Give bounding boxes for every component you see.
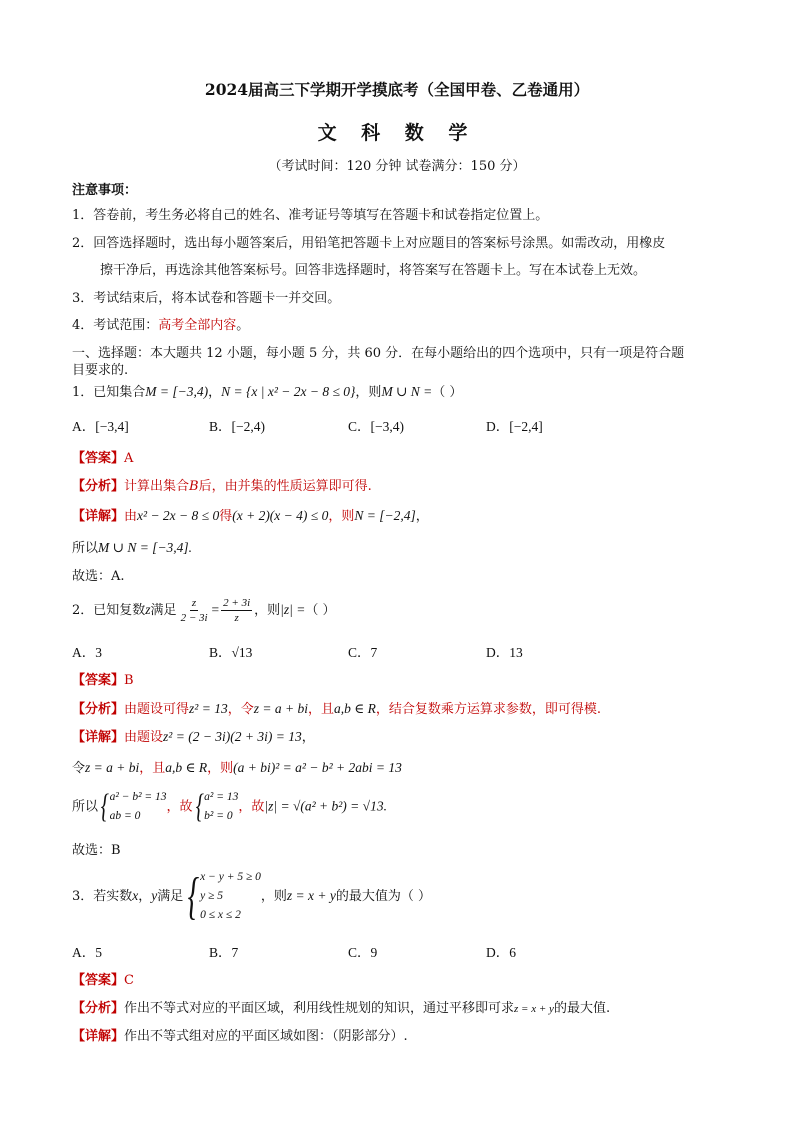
q1-answer-value: A — [124, 451, 134, 466]
q3-detail-text: 作出不等式组对应的平面区域如图：（阴影部分）. — [124, 1029, 408, 1044]
q1-detail-ineq: x² − 2x − 8 ≤ 0 — [137, 508, 220, 523]
q1-detail-line2 — [72, 539, 192, 558]
q3-x: x — [132, 888, 139, 903]
q3-option-a: A．5 — [72, 945, 102, 960]
q2-analysis-b: ，令 — [227, 702, 254, 717]
q2-detail — [72, 728, 315, 747]
q2-sys2-line1: a² = 13 — [204, 791, 239, 803]
q2-analysis-a: 由题设可得 — [124, 702, 190, 717]
q2-line2-e1: z = a + bi — [85, 760, 140, 775]
q2-system-1-lines — [110, 788, 167, 826]
note-4-suffix: 。 — [236, 318, 250, 333]
q3-option-b: B．7 — [209, 945, 239, 960]
left-brace-icon: { — [187, 867, 200, 925]
detail-tag: 【详解】 — [72, 509, 125, 524]
answer-tag: 【答案】 — [72, 973, 125, 988]
q3-constraint-3: 0 ≤ x ≤ 2 — [200, 909, 241, 921]
q3-option-d: D．6 — [486, 945, 516, 960]
q2-sys2-line2: b² = 0 — [204, 810, 233, 822]
q2-detail-line3 — [72, 788, 387, 826]
q2-option-c: C．7 — [348, 645, 378, 660]
q2-analysis-e3: a,b ∈ R — [333, 701, 376, 716]
section-heading-continued: 目要求的. — [72, 363, 129, 378]
q1-line2-a: 所以 — [72, 541, 99, 556]
q3-constraint-2: y ≥ 5 — [200, 890, 224, 902]
q2-analysis-e1: z² = 13 — [189, 701, 228, 716]
q1-detail-a: 由 — [124, 509, 138, 524]
q1-analysis — [72, 478, 372, 496]
q1-final: 故选：A. — [72, 569, 125, 584]
q2-stem-intro: 2．已知复数 — [72, 603, 146, 618]
q3-analysis-b: 的最大值. — [553, 1001, 611, 1016]
q1-line2-expr: M ∪ N = [−3,4]. — [98, 540, 193, 555]
q2-fraction-right — [221, 596, 252, 625]
q2-z: z — [145, 602, 151, 617]
note-4 — [72, 317, 249, 335]
section-heading: 一、选择题：本大题共 12 小题，每小题 5 分，共 60 分．在每小题给出的四个选项中，只有一项是符合题 — [72, 346, 685, 361]
answer-tag: 【答案】 — [72, 451, 125, 466]
detail-tag: 【详解】 — [72, 730, 125, 745]
analysis-tag: 【分析】 — [72, 702, 125, 717]
analysis-tag: 【分析】 — [72, 479, 125, 494]
q1-answer — [72, 450, 133, 468]
q3-analysis-objective: z = x + y — [514, 1003, 554, 1015]
q2-frac1-num: z — [191, 597, 197, 609]
q2-analysis — [72, 700, 601, 719]
q2-system-2-lines — [204, 788, 238, 826]
left-brace-icon: { — [100, 788, 109, 825]
q1-set-n: N = {x | x² − 2x − 8 ≤ 0} — [221, 384, 356, 399]
q2-fraction-left — [179, 596, 210, 625]
note-2: 2．回答选择题时，选出每小题答案后，用铅笔把答题卡上对应题目的答案标号涂黑。如需改动，用橡皮 — [72, 236, 666, 251]
q3-stem-intro: 3．若实数 — [72, 889, 133, 904]
q3-stem-then: ，则 — [260, 889, 287, 904]
q2-sys1-line1: a² − b² = 13 — [109, 791, 167, 803]
q1-answer-blank: （ ） — [432, 385, 463, 400]
detail-tag: 【详解】 — [72, 1029, 125, 1044]
q3-answer-value: C — [124, 973, 134, 988]
note-2-continued: 擦干净后，再选涂其他答案标号。回答非选择题时，将答案写在答题卡上。写在本试卷上无效。 — [100, 263, 647, 278]
q2-line2-c: ，则 — [207, 761, 234, 776]
q1-analysis-a: 计算出集合 — [124, 479, 190, 494]
q2-answer — [72, 672, 134, 690]
q2-line3-c: ，故 — [238, 799, 265, 815]
q3-detail — [72, 1028, 408, 1046]
q2-line3-expr: |z| = √(a² + b²) = √13. — [264, 798, 387, 814]
q2-frac2-num: 2 + 3i — [223, 597, 251, 609]
q2-final: 故选：B — [72, 843, 121, 858]
exam-range: 高考全部内容 — [158, 318, 237, 333]
q2-system-1 — [98, 788, 167, 826]
q2-option-a: A．3 — [72, 645, 102, 660]
q1-option-c: C．[−3,4) — [348, 419, 404, 434]
q2-detail-e1: z² = (2 − 3i)(2 + 3i) = 13 — [163, 729, 302, 744]
q1-option-b: B．[−2,4) — [209, 419, 265, 434]
q2-abs: |z| = — [280, 602, 306, 617]
note-1: 1．答卷前，考生务必将自己的姓名、准考证号等填写在答题卡和试卷指定位置上。 — [72, 208, 549, 223]
q2-frac1-den: 2 − 3i — [180, 612, 208, 624]
q2-option-d: D．13 — [486, 645, 523, 660]
notes-heading: 注意事项： — [72, 183, 138, 198]
q2-sys1-line2: ab = 0 — [109, 810, 141, 822]
q2-line2-a: 令 — [72, 761, 86, 776]
q1-detail-b: 得 — [219, 509, 233, 524]
q3-stem-sep: ， — [138, 889, 152, 904]
q1-stem — [72, 383, 462, 402]
q3-stem — [72, 868, 431, 925]
q2-detail-a: 由题设 — [124, 730, 164, 745]
q1-stem-then: ，则 — [355, 385, 382, 400]
q3-analysis-a: 作出不等式对应的平面区域，利用线性规划的知识，通过平移即可求 — [124, 1001, 515, 1016]
q2-line3-a: 所以 — [72, 799, 99, 815]
answer-tag: 【答案】 — [72, 673, 125, 688]
q2-answer-value: B — [124, 673, 134, 688]
left-brace-icon: { — [195, 788, 204, 825]
q3-analysis — [72, 1000, 610, 1018]
q2-detail-line2 — [72, 759, 402, 778]
q1-detail-n: N = [−2,4] — [354, 508, 416, 523]
q2-line2-e2: a,b ∈ R — [165, 760, 208, 775]
q2-line2-e3: (a + bi)² = a² − b² + 2abi = 13 — [233, 760, 402, 775]
note-3: 3．考试结束后，将本试卷和答题卡一并交回。 — [72, 291, 341, 306]
q1-detail-c: ，则 — [328, 509, 355, 524]
q2-analysis-e2: z = a + bi — [253, 701, 308, 716]
q2-analysis-c: ，且 — [307, 702, 334, 717]
q2-line3-b: ，故 — [166, 799, 193, 815]
q2-analysis-d: ，结合复数乘方运算求参数，即可得模. — [375, 702, 601, 717]
q1-option-d: D．[−2,4] — [486, 419, 543, 434]
q3-objective: z = x + y — [286, 888, 336, 903]
q3-constraint-system — [183, 868, 261, 925]
q2-frac2-den: z — [234, 612, 239, 624]
q1-detail-factor: (x + 2)(x − 4) ≤ 0 — [232, 508, 329, 523]
analysis-tag: 【分析】 — [72, 1001, 125, 1016]
note-4-prefix: 4．考试范围： — [72, 318, 159, 333]
q1-analysis-set: B — [189, 479, 199, 494]
q1-analysis-b: 后，由并集的性质运算即可得. — [198, 479, 372, 494]
q3-stem-satisfy: 满足 — [157, 889, 184, 904]
q2-answer-blank: （ ） — [305, 603, 336, 618]
q3-answer — [72, 972, 134, 990]
q2-system-2 — [193, 788, 239, 826]
q2-line2-b: ，且 — [139, 761, 166, 776]
q2-option-b: B．√13 — [209, 645, 253, 660]
q1-detail-d: ， — [415, 509, 429, 524]
q2-stem-then: ，则 — [254, 603, 281, 618]
q1-detail — [72, 507, 429, 526]
q3-y: y — [151, 888, 158, 903]
exam-time-info: （考试时间：120 分钟 试卷满分：150 分） — [268, 159, 526, 174]
q1-union-expr: M ∪ N = — [381, 384, 433, 399]
subject-title: 文 科 数 学 — [317, 122, 477, 144]
q1-option-a: A．[−3,4] — [72, 419, 129, 434]
q3-stem-question: 的最大值为（ ） — [335, 889, 432, 904]
q1-set-m: M = [−3,4) — [145, 384, 209, 399]
q1-stem-sep: ， — [208, 385, 222, 400]
q3-option-c: C．9 — [348, 945, 378, 960]
q3-constraint-1: x − y + 5 ≥ 0 — [200, 871, 261, 883]
q2-stem — [72, 596, 335, 625]
q2-detail-b: ， — [301, 730, 315, 745]
q1-stem-intro: 1．已知集合 — [72, 385, 146, 400]
exam-title: 2024届高三下学期开学摸底考（全国甲卷、乙卷通用） — [204, 80, 590, 99]
q3-constraint-lines — [200, 868, 261, 925]
q2-stem-satisfy: 满足 — [150, 603, 177, 618]
q2-equals: = — [211, 602, 220, 617]
